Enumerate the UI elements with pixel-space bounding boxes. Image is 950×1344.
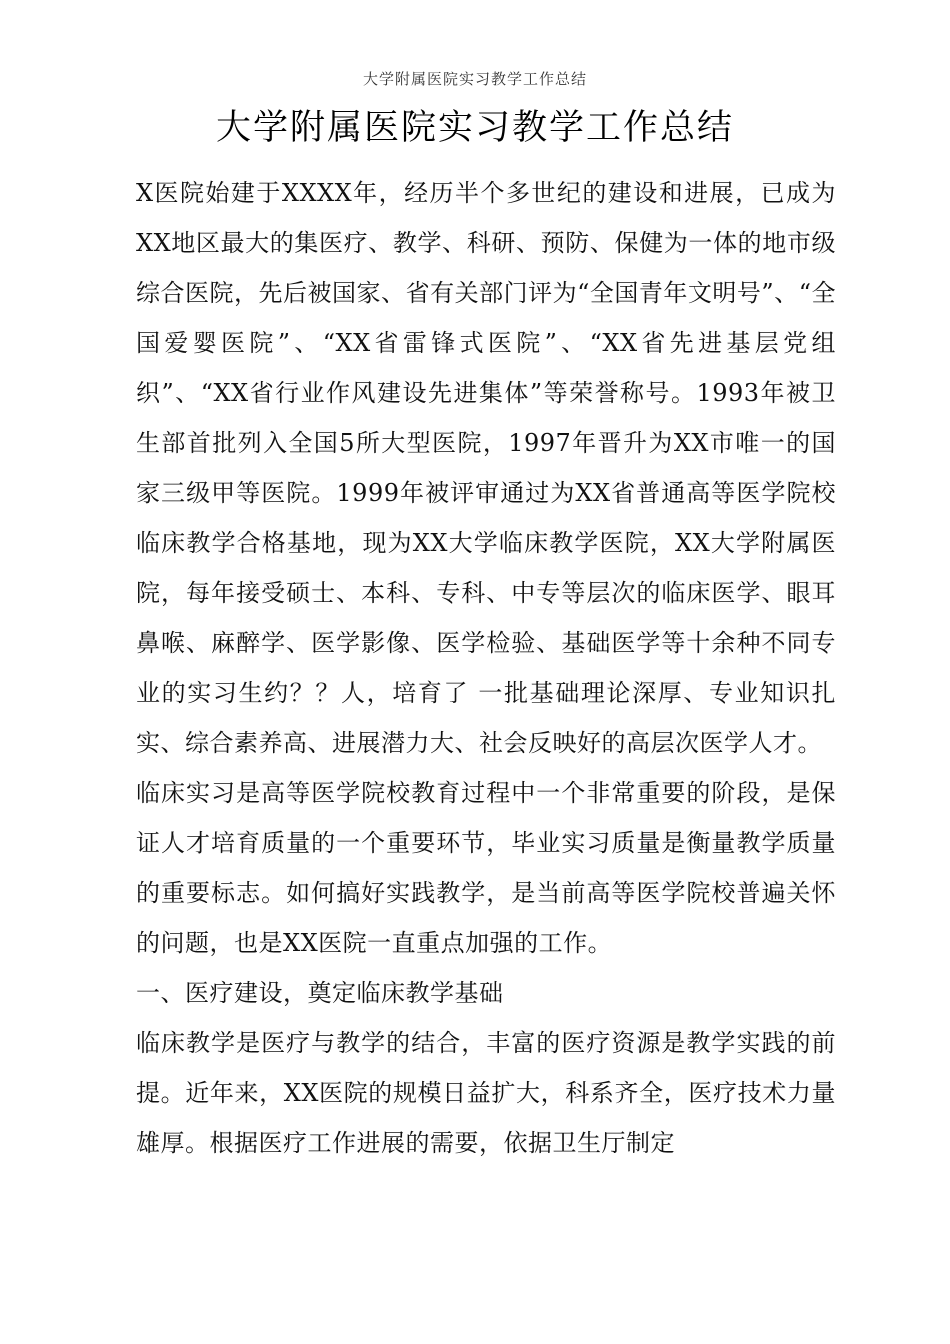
document-title: 大学附属医院实习教学工作总结	[215, 108, 734, 148]
paragraph-medical-construction: 临床教学是医疗与教学的结合，丰富的医疗资源是教学实践的前提。近年来，XX医院的规模日益扩大，科系齐全，医疗技术力量雄厚。根据医疗工作进展的需要，依据卫生厅制定	[136, 1029, 836, 1157]
paragraph-clinical-internship: 临床实习是高等医学院校教育过程中一个非常重要的阶段，是保证人才培育质量的一个重要环节，毕业实习质量是衡量教学质量的重要标志。如何搞好实践教学，是当前高等医学院校普遍关怀的问题，也是XX医院一直重点加强的工作。	[136, 779, 836, 957]
running-header: 大学附属医院实习教学工作总结	[362, 70, 587, 88]
paragraph-hospital-history: X医院始建于XXXX年，经历半个多世纪的建设和进展，已成为XX地区最大的集医疗、教学、科研、预防、保健为一体的地市级综合医院，先后被国家、省有关部门评为“全国青年文明号”、“全国爱婴医院”、“XX省雷锋式医院”、“XX省先进基层党组织”、“XX省行业作风建设先进集体”等荣誉称号。1993年被卫生部首批列入全国5所大型医院，1997年晋升为XX市唯一的国家三级甲等医院。1999年被评审通过为XX省普通高等医学院校临床教学合格基地，现为XX大学临床教学医院，XX大学附属医院，每年接受硕士、本科、专科、中专等层次的临床医学、眼耳鼻喉、麻醉学、医学影像、医学检验、基础医学等十余种不同专业的实习生约？？人，培育了 一批基础理论深厚、专业知识扎实、综合素养高、进展潜力大、社会反映好的高层次医学人才。	[136, 179, 836, 757]
document-body	[136, 168, 836, 1168]
section-heading: 一、医疗建设，奠定临床教学基础	[136, 979, 504, 1007]
